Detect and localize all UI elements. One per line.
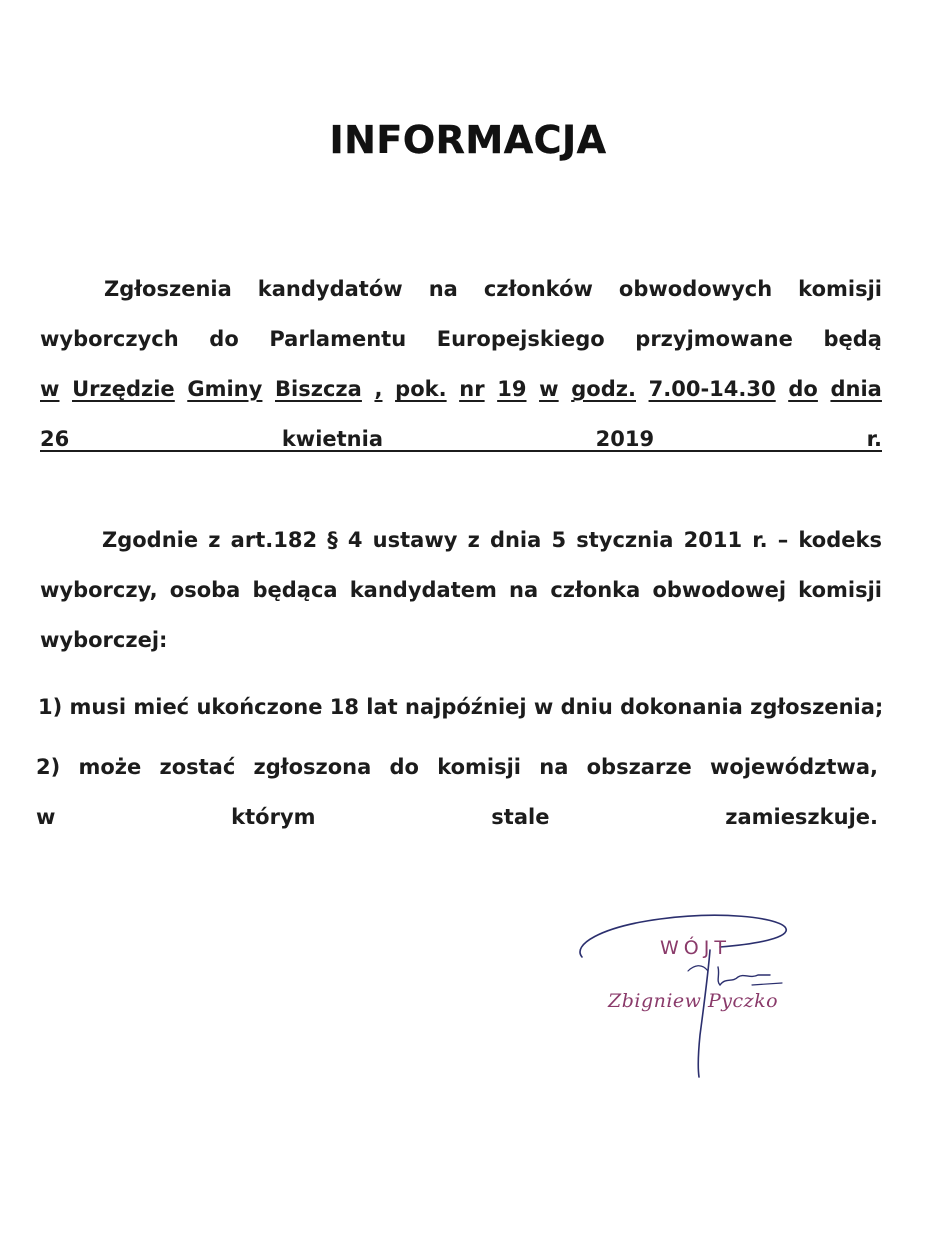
item1-text: 1) musi mieć ukończone 18 lat najpóźniej w dniu dokonania zgłoszenia;: [38, 695, 884, 719]
word: kandydatów: [257, 277, 403, 301]
word: zostać: [159, 755, 236, 779]
word: 2011: [683, 528, 743, 552]
word: Biszcza: [275, 377, 362, 401]
word: osoba: [169, 578, 241, 602]
word: godz.: [571, 377, 636, 401]
word: kandydatem: [349, 578, 497, 602]
word: z: [467, 528, 480, 552]
word: nr: [459, 377, 485, 401]
deadline-date: 26 kwietnia 2019 r.: [40, 427, 882, 451]
word: Parlamentu: [269, 327, 407, 351]
word: dnia: [830, 377, 882, 401]
item2-line2: w którym stale zamieszkuje.: [36, 805, 878, 829]
word: może: [78, 755, 142, 779]
requirement-item-2: [36, 742, 878, 842]
word: przyjmowane: [635, 327, 793, 351]
word: w: [539, 377, 559, 401]
word: obwodowej: [652, 578, 787, 602]
word: wyborczy,: [40, 578, 158, 602]
word: Urzędzie: [72, 377, 175, 401]
paragraph-legal-basis: [40, 515, 882, 665]
p2-line2: [40, 565, 882, 615]
word: kodeks: [798, 528, 882, 552]
word: 4: [347, 528, 363, 552]
word: do: [209, 327, 239, 351]
p1-line1: [40, 264, 882, 314]
word: –: [777, 528, 789, 552]
p2-line1: [40, 515, 882, 565]
p2-line3: wyborczej:: [40, 628, 168, 652]
word: r.: [752, 528, 768, 552]
word: dnia: [489, 528, 542, 552]
word: 7.00-14.30: [648, 377, 776, 401]
word: będąca: [252, 578, 338, 602]
word: 2): [36, 755, 61, 779]
word: na: [509, 578, 539, 602]
stamp-name: Zbigniew Pyczko: [608, 990, 779, 1012]
word: Zgłoszenia: [104, 277, 232, 301]
signature-block: [570, 905, 810, 1085]
word: do: [788, 377, 818, 401]
word: na: [428, 277, 458, 301]
stamp-title: WÓJT: [660, 937, 731, 959]
word: Europejskiego: [436, 327, 605, 351]
word: wyborczych: [40, 327, 179, 351]
word: art.182: [230, 528, 318, 552]
word: obszarze: [586, 755, 692, 779]
word: będą: [823, 327, 882, 351]
word: 5: [551, 528, 567, 552]
word: ,: [374, 377, 383, 401]
p1-line3-underlined: [40, 364, 882, 414]
word: 19: [497, 377, 527, 401]
word: członków: [483, 277, 593, 301]
word: ustawy: [372, 528, 458, 552]
item2-line1: [36, 742, 878, 792]
word: komisji: [798, 578, 882, 602]
word: z: [208, 528, 221, 552]
p1-line2: [40, 314, 882, 364]
word: członka: [550, 578, 641, 602]
word: Gminy: [187, 377, 263, 401]
word: komisji: [437, 755, 522, 779]
word: pok.: [395, 377, 447, 401]
word: do: [389, 755, 419, 779]
document-title: INFORMACJA: [329, 118, 607, 162]
word: obwodowych: [618, 277, 773, 301]
word: zgłoszona: [253, 755, 372, 779]
word: w: [40, 377, 60, 401]
word: na: [539, 755, 569, 779]
word: Zgodnie: [102, 528, 199, 552]
word: stycznia: [576, 528, 674, 552]
word: §: [327, 528, 338, 552]
word: komisji: [798, 277, 882, 301]
requirement-item-1: [38, 682, 884, 732]
word: województwa,: [710, 755, 878, 779]
paragraph-submissions: [40, 264, 882, 464]
p1-line4: [40, 414, 882, 464]
